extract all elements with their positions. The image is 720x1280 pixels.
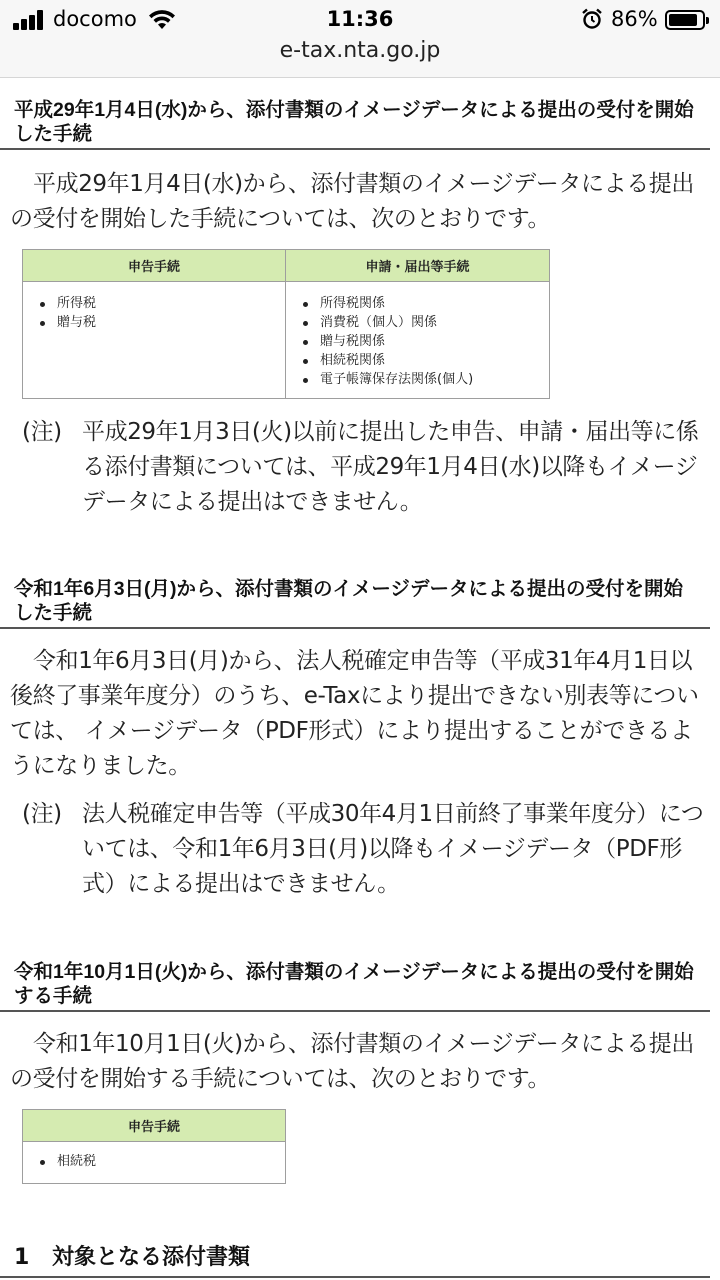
list-item: 相続税関係 bbox=[300, 351, 539, 370]
section-paragraph: 令和1年10月1日(火)から、添付書類のイメージデータによる提出の受付を開始する手続については、次のとおりです。 bbox=[10, 1031, 694, 1092]
section-body bbox=[0, 1027, 720, 1097]
section-heading: 平成29年1月4日(水)から、添付書類のイメージデータによる提出の受付を開始した手続 bbox=[0, 98, 710, 150]
list-item: 贈与税関係 bbox=[300, 332, 539, 351]
url-bar[interactable]: e-tax.nta.go.jp bbox=[279, 38, 441, 63]
alarm-icon bbox=[581, 8, 603, 30]
section-heading: 令和1年10月1日(火)から、添付書類のイメージデータによる提出の受付を開始する手続 bbox=[0, 960, 710, 1012]
subsection-title: 対象となる添付書類 bbox=[52, 1245, 251, 1270]
section-2019-october bbox=[0, 960, 720, 1012]
list-item: 相続税 bbox=[37, 1152, 275, 1171]
note-block bbox=[0, 415, 720, 520]
table-header: 申告手続 bbox=[23, 1110, 286, 1142]
note-text: 法人税確定申告等（平成30年4月1日前終了事業年度分）については、令和1年6月3日(月)以降もイメージデータ（PDF形式）による提出はできません。 bbox=[82, 801, 704, 897]
list-item: 贈与税 bbox=[37, 313, 275, 332]
section-heading: 令和1年6月3日(月)から、添付書類のイメージデータによる提出の受付を開始した手続 bbox=[0, 577, 710, 629]
table-header: 申告手続 bbox=[23, 250, 286, 282]
section-2017 bbox=[0, 98, 720, 150]
table-cell bbox=[23, 282, 286, 399]
browser-chrome bbox=[0, 0, 720, 78]
list-item: 所得税関係 bbox=[300, 294, 539, 313]
section-body bbox=[0, 644, 720, 784]
battery-icon bbox=[665, 10, 705, 30]
table-cell bbox=[286, 282, 550, 399]
list-item: 所得税 bbox=[37, 294, 275, 313]
clock: 11:36 bbox=[326, 7, 394, 31]
status-bar bbox=[0, 0, 720, 40]
note-mark: (注) bbox=[22, 419, 62, 445]
section-paragraph: 平成29年1月4日(水)から、添付書類のイメージデータによる提出の受付を開始した手続については、次のとおりです。 bbox=[10, 171, 694, 232]
procedure-table bbox=[22, 249, 550, 399]
section-body bbox=[0, 167, 720, 237]
list-item: 消費税（個人）関係 bbox=[300, 313, 539, 332]
subsection-number: 1 bbox=[14, 1245, 30, 1270]
table-header: 申請・届出等手続 bbox=[286, 250, 550, 282]
section-paragraph: 令和1年6月3日(月)から、法人税確定申告等（平成31年4月1日以後終了事業年度分）のうち、e-Taxにより提出できない別表等については、 イメージデータ（PDF形式）により提出することができるようになりました。 bbox=[10, 648, 699, 779]
section-2019-june bbox=[0, 577, 720, 629]
list-item: 電子帳簿保存法関係(個人) bbox=[300, 370, 539, 389]
note-block bbox=[0, 797, 720, 902]
subsection-heading bbox=[0, 1244, 710, 1278]
carrier-name: docomo bbox=[53, 7, 137, 31]
note-mark: (注) bbox=[22, 801, 62, 827]
procedure-table bbox=[22, 1109, 286, 1184]
battery-percent: 86% bbox=[611, 7, 658, 31]
note-text: 平成29年1月3日(火)以前に提出した申告、申請・届出等に係る添付書類については、平成29年1月4日(水)以降もイメージデータによる提出はできません。 bbox=[82, 419, 699, 515]
table-cell bbox=[23, 1142, 286, 1184]
